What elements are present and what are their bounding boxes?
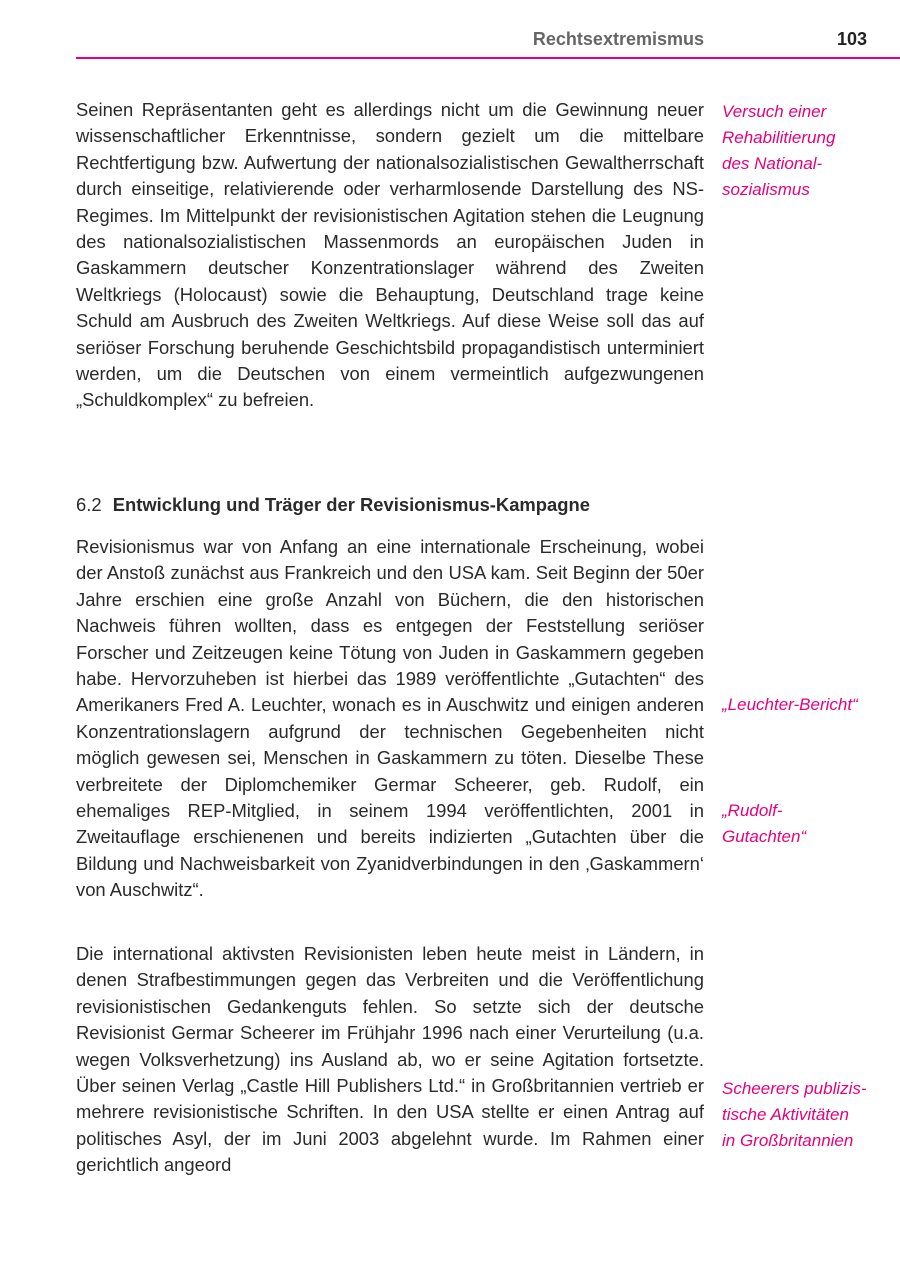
section-number: 6.2 — [76, 494, 102, 515]
margin-note-line: in Großbritannien — [722, 1131, 854, 1150]
section-title: Entwicklung und Träger der Revisionismus-Kampagne — [112, 494, 590, 515]
page-number: 103 — [836, 29, 867, 49]
margin-note-line: sozialismus — [722, 180, 810, 199]
margin-note-scheerer — [722, 1076, 900, 1154]
running-title: Rechtsextremismus — [532, 29, 704, 49]
margin-note-line: „Leuchter-Bericht“ — [722, 695, 858, 714]
section-heading — [76, 492, 704, 518]
paragraph-activists: Die international aktivsten Revisionisten leben heute meist in Ländern, in denen Strafbestimmungen gegen das Verbreiten und die Veröffentlichung revisionistischen Gedankenguts fehlen. So setzte sich der deutsche Revisionist Germar Scheerer im Frühjahr 1996 nach einer Verurteilung (u.a. wegen Volksverhetzung) ins Ausland ab, wo er seine Agitation fortsetzte. Über seinen Verlag „Castle Hill Publishers Ltd.“ in Großbritannien vertrieb er mehrere revisionistische Schriften. In den USA stellte er einen Antrag auf politisches Asyl, der im Juni 2003 abgelehnt wurde. Im Rahmen einer gerichtlich angeord — [76, 943, 704, 1176]
margin-note-line: Gutachten“ — [722, 827, 807, 846]
margin-note-rudolf — [722, 798, 900, 850]
header-rule — [76, 57, 900, 59]
margin-note-line: Scheerers publizis- — [722, 1079, 867, 1098]
page-header — [0, 0, 900, 60]
margin-note-leuchter — [722, 692, 900, 718]
paragraph-intro: Seinen Repräsentanten geht es allerdings nicht um die Gewinnung neuer wissenschaftlicher Erkenntnisse, sondern gezielt um die mittelbare Rechtfertigung bzw. Aufwertung der nationalsozialistischen Gewaltherrschaft durch einseitige, relativierende oder verharmlosende Darstellung des NS-Regimes. Im Mittelpunkt der revisionistischen Agitation stehen die Leugnung des nationalsozialistischen Massenmords an europäischen Juden in Gaskammern deutscher Konzentrationslager während des Zweiten Weltkriegs (Holocaust) sowie die Behauptung, Deutschland trage keine Schuld am Ausbruch des Zweiten Weltkriegs. Auf diese Weise soll das auf seriöser Forschung beruhende Geschichtsbild propagandistisch unterminiert werden, um die Deutschen von einem vermeintlich aufgezwungenen „Schuldkomplex“ zu befreien. — [76, 99, 704, 411]
margin-note-line: Rehabilitierung — [722, 128, 836, 147]
paragraph-development: Revisionismus war von Anfang an eine internationale Erscheinung, wobei der Anstoß zunächst aus Frankreich und den USA kam. Seit Beginn der 50er Jahre erschien eine große Anzahl von Büchern, die den historischen Nachweis führen wollten, dass es entgegen der Feststellung seriöser Forscher und Zeitzeugen keine Tötung von Juden in Gaskammern gegeben habe. Hervorzuheben ist hierbei das 1989 veröffentlichte „Gutachten“ des Amerikaners Fred A. Leuchter, wonach es in Auschwitz und einigen anderen Konzentrationslagern aufgrund der technischen Gegebenheiten nicht möglich gewesen sei, Menschen in Gaskammern zu töten. Dieselbe These verbreitete der Diplomchemiker Germar Scheerer, geb. Rudolf, ein ehemaliges REP-Mitglied, in seinem 1994 veröffentlichten, 2001 in Zweitauflage erschienenen und bereits indizierten „Gutachten über die Bildung und Nachweisbarkeit von Zyanidverbindungen in den ‚Gaskammern‘ von Auschwitz“. — [76, 536, 704, 901]
margin-note-line: tische Aktivitäten — [722, 1105, 849, 1124]
margin-note-rehabilitation — [722, 99, 900, 203]
margin-note-line: Versuch einer — [722, 102, 827, 121]
margin-note-line: „Rudolf- — [722, 801, 783, 820]
margin-note-line: des National- — [722, 154, 823, 173]
